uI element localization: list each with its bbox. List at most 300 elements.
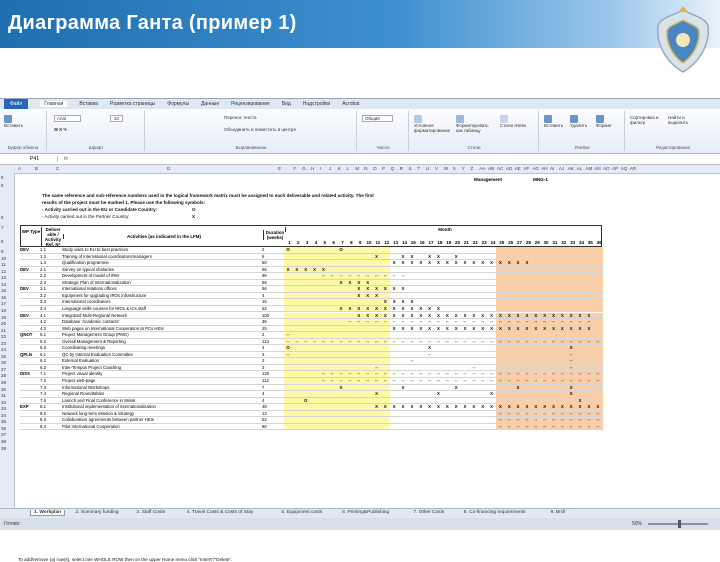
mixed-activity-mark: ◦◦ [410, 371, 414, 377]
partner-activity-mark: X [543, 404, 547, 410]
partner-activity-mark: X [375, 305, 378, 311]
row-number[interactable]: 38 [1, 438, 7, 444]
column-header[interactable]: L [346, 166, 350, 171]
duration-cell: 4 [262, 398, 284, 405]
partner-activity-mark: X [498, 312, 502, 318]
row-number[interactable]: 36 [1, 425, 7, 431]
mixed-activity-mark: ◦◦ [551, 423, 556, 429]
mixed-activity-mark: ◦◦ [419, 378, 423, 383]
partner-activity-mark: X [383, 305, 387, 311]
partner-activity-mark: X [498, 404, 502, 410]
menu-formulas[interactable]: Формулы [167, 101, 190, 107]
partner-activity-mark: X [419, 312, 423, 318]
column-header[interactable]: H [311, 166, 315, 171]
mixed-activity-mark: ◦◦ [543, 378, 547, 383]
column-header[interactable]: P [381, 166, 385, 171]
row-number[interactable]: 11 [1, 262, 6, 268]
mixed-activity-mark: ◦◦ [578, 423, 582, 429]
delete-cells-button[interactable] [570, 115, 587, 128]
row-number[interactable]: 34 [1, 412, 7, 418]
activity-cell: QC by Internal Evaluation Committee [62, 352, 262, 359]
column-header[interactable]: AK [567, 166, 574, 171]
activity-cell: Pilot International Cooperation [62, 424, 262, 431]
month-number: 11 [375, 240, 381, 245]
month-number: 29 [534, 240, 540, 245]
menu-view[interactable]: Вид [281, 101, 291, 107]
menu-acrobat[interactable]: Acrobat [342, 101, 360, 107]
column-header[interactable]: D [167, 166, 171, 171]
column-header[interactable]: O [373, 166, 377, 171]
format-cells-icon [596, 115, 604, 123]
row-number[interactable]: 33 [1, 406, 7, 412]
column-header[interactable]: M [355, 166, 360, 171]
column-header[interactable]: AE [514, 166, 521, 171]
number-group [358, 111, 409, 151]
partner-activity-mark: X [375, 312, 378, 318]
duration-cell: 36 [262, 319, 284, 326]
column-header[interactable]: AL [576, 166, 583, 171]
merge-center-button[interactable]: Объединить и поместить в центре [224, 127, 296, 132]
menu-insert[interactable]: Вставка [79, 101, 98, 107]
mixed-activity-mark: ◦◦ [534, 371, 538, 377]
duration-cell: 2 [262, 247, 284, 254]
menu-review[interactable]: Рецензирование [231, 101, 270, 107]
duration-cell: 4 [262, 293, 284, 300]
column-header[interactable]: E [278, 166, 282, 171]
row-number[interactable]: 22 [1, 334, 7, 340]
mixed-activity-mark: ◦◦ [516, 319, 520, 325]
mixed-activity-mark: ◦◦ [534, 319, 538, 325]
mixed-activity-mark: ◦◦ [507, 417, 511, 423]
column-header[interactable]: AM [585, 166, 593, 171]
sheet-tab[interactable]: 5. Equipment costs [281, 510, 323, 515]
partner-activity-mark: X [560, 404, 564, 410]
mixed-activity-mark: ◦◦ [392, 378, 396, 383]
partner-activity-mark: X [383, 299, 387, 305]
cell-styles-icon [500, 115, 508, 123]
column-header[interactable]: Y [461, 166, 465, 171]
slide-title: Диаграмма Ганта (пример 1) [8, 12, 297, 34]
row-headers [0, 173, 15, 508]
paste-button[interactable] [4, 115, 23, 128]
status-text: Готово [4, 521, 20, 527]
mixed-activity-mark: ◦◦ [357, 273, 361, 279]
activity-cell: Project web-page [62, 378, 262, 385]
insert-cells-icon [544, 115, 552, 123]
cell-styles-label: Стили ячеек [500, 123, 526, 128]
month-number: 1 [288, 240, 291, 245]
mixed-activity-mark: ◦◦ [454, 371, 458, 377]
mixed-activity-mark: ◦◦ [525, 417, 529, 423]
cell-styles-button[interactable] [500, 115, 534, 128]
partner-activity-mark: X [516, 384, 520, 390]
font-group-label: Шрифт [88, 145, 104, 150]
conditional-format-icon [414, 115, 422, 123]
name-box[interactable]: P41 [0, 156, 58, 162]
partner-activity-mark: X [383, 286, 387, 292]
sheet-tab[interactable]: 1. Workplan [30, 510, 65, 516]
format-cells-button[interactable] [596, 115, 612, 128]
row-number[interactable]: 7 [1, 225, 4, 230]
cells-group [540, 111, 625, 151]
mixed-activity-mark: ◦◦ [543, 423, 547, 429]
mixed-activity-mark: ◦◦ [374, 364, 379, 370]
activity-cell: Study visits to EU to best practices [62, 247, 262, 254]
row-number[interactable]: 20 [1, 321, 7, 327]
column-header[interactable]: AB [488, 166, 495, 171]
mixed-activity-mark: ◦◦ [374, 338, 379, 344]
partner-activity-mark: X [428, 312, 432, 318]
duration-cell: 56 [262, 286, 284, 293]
bold-button[interactable]: Ж К Ч [54, 127, 67, 132]
column-header[interactable]: AC [496, 166, 504, 171]
mixed-activity-mark: ◦◦ [578, 338, 582, 344]
activity-cell: Regional Roundtables [62, 391, 262, 398]
row-number[interactable]: 16 [1, 294, 7, 300]
number-group-label: Число [376, 145, 390, 150]
partner-activity-mark: X [401, 305, 405, 311]
row-number[interactable]: 29 [1, 380, 7, 385]
partner-activity-mark: X [437, 404, 440, 410]
mixed-activity-mark: ◦◦ [534, 423, 538, 429]
row-number[interactable]: 31 [1, 393, 7, 399]
mixed-activity-mark: ◦◦ [330, 273, 334, 279]
partner-activity-mark: X [401, 253, 405, 259]
ref-cell: 7.2 [40, 378, 62, 385]
column-header[interactable]: X [452, 166, 456, 171]
partner-activity-mark: X [525, 260, 529, 266]
partner-activity-mark: X [490, 312, 493, 318]
partner-activity-mark: X [357, 279, 361, 285]
mixed-activity-mark: ◦◦ [516, 410, 520, 416]
conditional-format-button[interactable] [414, 115, 452, 133]
partner-activity-mark: X [587, 312, 591, 318]
font-size-select[interactable]: 10 [110, 115, 123, 122]
row-number[interactable]: 9 [1, 249, 4, 254]
fx-icon[interactable]: fx [64, 156, 68, 162]
column-header[interactable]: AQ [620, 166, 628, 171]
file-tab[interactable]: Файл [4, 99, 28, 109]
sheet-tab[interactable]: 7. Other Costs [413, 510, 445, 515]
mixed-activity-mark: ◦◦ [321, 378, 325, 383]
row-number[interactable]: 19 [1, 314, 7, 320]
mixed-activity-mark: ◦◦ [463, 319, 467, 325]
activity-cell: Survey on typical obstacles [62, 267, 262, 274]
row-number[interactable]: 6 [1, 215, 4, 220]
partner-activity-mark: X [516, 260, 520, 266]
sheet-tab[interactable]: 3. Staff Costs [136, 510, 166, 515]
month-number: 17 [428, 240, 434, 245]
column-header[interactable]: Z [470, 166, 474, 171]
partner-activity-mark: X [392, 404, 396, 410]
row-number[interactable]: 21 [1, 327, 7, 333]
row-number[interactable]: 17 [1, 301, 7, 307]
month-number: 4 [314, 240, 318, 245]
row-number[interactable]: 24 [1, 347, 7, 353]
sheet-tab[interactable]: 9. Brcll [550, 510, 566, 515]
mixed-activity-mark: ◦◦ [454, 378, 458, 383]
mixed-activity-mark: ◦◦ [534, 378, 538, 383]
note-line-3: - Activity carried out in the EU or Candidate Country: [42, 207, 158, 212]
management-label: Management [474, 177, 503, 182]
mixed-activity-mark: ◦◦ [436, 319, 440, 325]
row-number[interactable]: 26 [1, 360, 7, 366]
partner-activity-mark: X [348, 305, 352, 311]
number-format-select[interactable]: Общий [362, 115, 393, 122]
partner-activity-mark: X [578, 404, 582, 410]
row-number[interactable]: 27 [1, 366, 7, 372]
partner-activity-mark: X [357, 312, 361, 318]
partner-activity-mark: X [534, 312, 538, 318]
partner-activity-mark: X [401, 384, 405, 390]
partner-activity-mark: X [490, 391, 493, 397]
partner-activity-mark: X [516, 312, 520, 318]
table-row [20, 371, 602, 378]
row-number[interactable]: 35 [1, 419, 7, 425]
partner-activity-mark: X [481, 325, 485, 331]
format-table-button[interactable] [456, 115, 496, 133]
mixed-activity-mark: ◦◦ [436, 338, 440, 344]
partner-activity-mark: X [578, 397, 582, 403]
mixed-activity-mark: ◦◦ [498, 319, 502, 325]
column-header[interactable]: N [364, 166, 368, 171]
sheet-tab[interactable]: 6. Printing&Publishing [342, 510, 390, 515]
sort-filter-button[interactable]: Сортировка и фильтр [630, 115, 659, 125]
partner-activity-mark: X [401, 299, 405, 305]
eu-activity-mark: O [286, 345, 290, 351]
menu-page-layout[interactable]: Разметка страницы [109, 101, 156, 107]
table-header [20, 225, 602, 247]
partner-activity-mark: X [525, 404, 529, 410]
duration-cell: 48 [262, 404, 284, 411]
partner-activity-mark: X [366, 292, 370, 298]
mixed-activity-mark: ◦◦ [419, 338, 423, 344]
column-header[interactable]: V [435, 166, 439, 171]
row-number[interactable]: 6 [1, 183, 4, 188]
header-activities: Activities (as indicated in the LFM) [63, 234, 264, 239]
activity-cell: Training of international coordinators/managers [62, 254, 262, 261]
partner-activity-mark: X [366, 312, 370, 318]
column-header[interactable]: AP [612, 166, 619, 171]
column-header[interactable]: B [35, 166, 39, 171]
styles-group-label: Стили [467, 145, 481, 150]
find-select-button[interactable]: Найти и выделить [668, 115, 689, 125]
partner-activity-mark: X [375, 404, 378, 410]
row-number[interactable]: 25 [1, 353, 7, 359]
row-number[interactable]: 18 [1, 307, 7, 313]
mixed-activity-mark: ◦◦ [516, 423, 520, 429]
excel-window [0, 98, 720, 562]
zoom-slider-knob[interactable] [678, 520, 681, 528]
ref-cell: 2.3 [40, 280, 62, 287]
mixed-activity-mark: ◦◦ [339, 371, 343, 377]
formula-bar [0, 154, 720, 165]
mixed-activity-mark: ◦◦ [560, 338, 564, 344]
row-number[interactable]: 37 [1, 432, 7, 438]
partner-activity-mark: X [445, 260, 449, 266]
partner-activity-mark: X [534, 404, 538, 410]
partner-activity-mark: X [498, 325, 502, 331]
partner-activity-mark: X [454, 253, 458, 259]
row-number[interactable]: 5 [1, 175, 4, 180]
mixed-activity-mark: ◦◦ [578, 410, 582, 416]
mixed-activity-mark: ◦◦ [428, 371, 432, 377]
partner-activity-mark: X [569, 391, 573, 397]
mixed-activity-mark: ◦◦ [445, 371, 449, 377]
partner-activity-mark: X [410, 312, 414, 318]
month-number: 14 [401, 240, 407, 245]
duration-cell: 56 [262, 280, 284, 287]
mixed-activity-mark: ◦◦ [498, 378, 502, 383]
partner-activity-mark: X [507, 312, 511, 318]
column-header[interactable]: AJ [558, 166, 565, 171]
partner-activity-mark: X [339, 279, 343, 285]
partner-activity-mark: X [481, 260, 485, 266]
sheet-tab[interactable]: 4. Travel Costs & Costs of Stay [186, 510, 254, 515]
mixed-activity-mark: ◦◦ [525, 371, 529, 377]
column-header[interactable]: T [417, 166, 421, 171]
wp-type-cell [20, 424, 40, 431]
column-header[interactable]: R [399, 166, 403, 171]
mixed-activity-mark: ◦◦ [410, 338, 414, 344]
column-header[interactable]: F [293, 166, 297, 171]
row-number[interactable]: 10 [1, 255, 7, 261]
partner-activity-mark: X [463, 404, 467, 410]
column-header[interactable]: I [319, 166, 322, 171]
partner-activity-mark: X [392, 305, 396, 311]
mixed-activity-mark: ◦◦ [428, 351, 432, 357]
mixed-activity-mark: ◦◦ [463, 338, 467, 344]
column-header[interactable]: AD [505, 166, 513, 171]
row-number[interactable]: 13 [1, 275, 7, 281]
partner-activity-mark: X [410, 325, 414, 331]
note-symbol-eu: O [192, 207, 196, 212]
column-header[interactable]: AR [629, 166, 636, 171]
row-number[interactable]: 32 [1, 399, 7, 405]
mixed-activity-mark: ◦◦ [551, 319, 556, 325]
menu-home[interactable]: Главная [40, 101, 67, 107]
column-header[interactable]: AG [532, 166, 539, 171]
mixed-activity-mark: ◦◦ [569, 423, 573, 429]
partner-activity-mark: X [437, 260, 440, 266]
column-header[interactable]: S [408, 166, 412, 171]
row-number[interactable]: 28 [1, 373, 7, 379]
column-header[interactable]: G [302, 166, 306, 171]
mixed-activity-mark: ◦◦ [286, 338, 290, 344]
mixed-activity-mark: ◦◦ [587, 417, 591, 423]
eu-activity-mark: O [339, 247, 343, 252]
ref-cell: 7.4 [40, 391, 62, 398]
row-number[interactable]: 14 [1, 281, 7, 287]
insert-cells-label: Вставить [544, 123, 564, 128]
duration-cell: 3 [262, 352, 284, 359]
partner-activity-mark: X [295, 266, 299, 272]
row-number[interactable]: 23 [1, 340, 7, 346]
mixed-activity-mark: ◦◦ [596, 378, 600, 383]
activity-cell: Qualification programme [62, 260, 262, 267]
column-header[interactable]: W [443, 166, 449, 171]
ref-cell: 5.3 [40, 345, 62, 352]
styles-group [410, 111, 539, 151]
month-number: 27 [517, 240, 523, 245]
partner-activity-mark: X [428, 260, 432, 266]
column-header[interactable]: AA [479, 166, 486, 171]
mixed-activity-mark: ◦◦ [516, 417, 520, 423]
mixed-activity-mark: ◦◦ [383, 319, 387, 325]
ref-cell: 8.2 [40, 411, 62, 418]
column-header[interactable]: AH [541, 166, 548, 171]
column-header[interactable]: K [337, 166, 341, 171]
insert-cells-button[interactable] [544, 115, 563, 128]
table-row [20, 306, 602, 313]
column-header[interactable]: C [56, 166, 60, 171]
column-header[interactable]: J [328, 166, 332, 171]
sheet-tab[interactable]: 8. Co-financing requirements [463, 510, 526, 515]
duration-cell: 80 [262, 424, 284, 431]
partner-activity-mark: X [463, 312, 467, 318]
activity-cell: Web pages on International Cooperation at PCs HEIs [62, 326, 262, 333]
ribbon [0, 109, 720, 154]
sheet-tab[interactable]: 2. Summary funding [75, 510, 119, 515]
activity-cell: Inter-Tempus Project Coaching [62, 365, 262, 372]
row-number[interactable]: 8 [1, 239, 4, 244]
duration-cell: 4 [262, 345, 284, 352]
partner-activity-mark: X [392, 260, 396, 266]
mixed-activity-mark: ◦◦ [560, 319, 564, 325]
mixed-activity-mark: ◦◦ [445, 319, 449, 325]
row-number[interactable]: 12 [1, 268, 7, 274]
column-header[interactable]: A [18, 166, 22, 171]
ref-cell: 2.1 [40, 267, 62, 274]
mixed-activity-mark: ◦◦ [313, 338, 317, 344]
wrap-text-button[interactable]: Перенос текста [224, 115, 257, 120]
column-header[interactable]: AN [594, 166, 601, 171]
column-header[interactable]: AI [550, 166, 555, 171]
menu-data[interactable]: Данные [201, 101, 220, 107]
row-number[interactable]: 15 [1, 288, 7, 294]
mixed-activity-mark: ◦◦ [569, 410, 573, 416]
mixed-activity-mark: ◦◦ [481, 338, 485, 344]
partner-activity-mark: X [401, 312, 405, 318]
menu-addins[interactable]: Надстройки [302, 101, 331, 107]
activity-cell: Project Management Group (PMG) [62, 332, 262, 339]
row-number[interactable]: 30 [1, 386, 7, 392]
column-header[interactable]: Q [390, 166, 395, 171]
mixed-activity-mark: ◦◦ [330, 338, 334, 344]
font-name-select[interactable]: Arial [54, 115, 81, 122]
year2-band [390, 424, 496, 431]
mixed-activity-mark: ◦◦ [543, 319, 547, 325]
mixed-activity-mark: ◦◦ [330, 371, 334, 377]
month-number: 3 [305, 240, 309, 245]
partner-activity-mark: X [339, 305, 343, 311]
partner-activity-mark: X [437, 312, 440, 318]
partner-activity-mark: X [321, 266, 325, 272]
column-header[interactable]: AF [523, 166, 530, 171]
mixed-activity-mark: ◦◦ [348, 378, 352, 383]
row-number[interactable]: 39 [1, 445, 7, 451]
partner-activity-mark: X [525, 325, 529, 331]
partner-activity-mark: X [560, 312, 564, 318]
bottom-note: To add/remove (a) row(s), select one WHOLE ROW then on the upper Home menu click "Insert"/"Delete". [18, 557, 233, 562]
column-header[interactable]: U [426, 166, 430, 171]
year3-band [496, 273, 602, 280]
wp-type-cell: DEV [20, 286, 40, 293]
mixed-activity-mark: ◦◦ [560, 378, 564, 383]
mixed-activity-mark: ◦◦ [383, 378, 387, 383]
mixed-activity-mark: ◦◦ [596, 423, 600, 429]
column-header[interactable]: AO [603, 166, 610, 171]
